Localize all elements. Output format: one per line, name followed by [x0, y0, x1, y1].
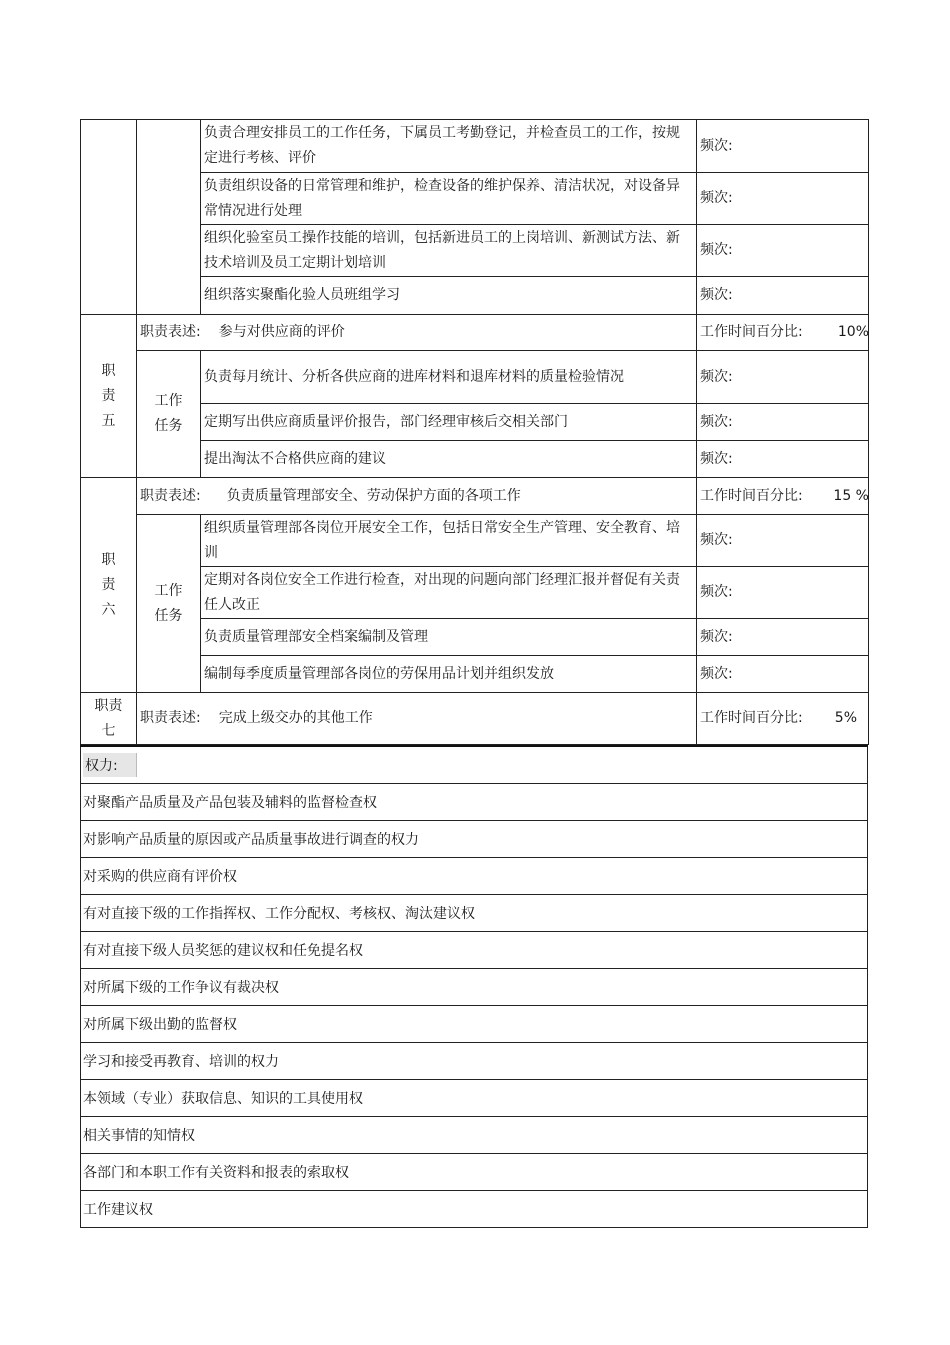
duty6-label: [81, 478, 137, 693]
task-text: 负责质量管理部安全档案编制及管理: [201, 619, 697, 656]
task-label-line: 工作: [154, 393, 183, 409]
task-text: 组织化验室员工操作技能的培训，包括新进员工的上岗培训、新测试方法、新技术培训及员工定期计划培训: [201, 225, 697, 277]
power-item: 有对直接下级的工作指挥权、工作分配权、考核权、淘汰建议权: [81, 895, 868, 932]
power-item: 有对直接下级人员奖惩的建议权和任免提名权: [81, 932, 868, 969]
frequency-label: 频次:: [697, 441, 869, 478]
table-row: [81, 515, 869, 567]
duty5-label-char: 责: [101, 387, 116, 404]
table-row: [81, 315, 869, 351]
frequency-label: 频次:: [697, 351, 869, 404]
power-item: 各部门和本职工作有关资料和报表的索取权: [81, 1154, 868, 1191]
task-label-line: 任务: [154, 607, 183, 624]
duty5-percent: 10%: [837, 324, 869, 340]
task-text: 定期写出供应商质量评价报告，部门经理审核后交相关部门: [201, 404, 697, 441]
frequency-label: 频次:: [697, 619, 869, 656]
duties-table: [80, 119, 869, 745]
frequency-label: 频次:: [697, 567, 869, 619]
frequency-label: 频次:: [697, 120, 869, 173]
duty7-label: [81, 693, 137, 745]
job-description-document: [80, 119, 868, 1228]
percent-label: 工作时间百分比:: [700, 710, 803, 726]
power-item: 学习和接受再教育、培训的权力: [81, 1043, 868, 1080]
power-title-cell: [81, 746, 868, 784]
percent-label: 工作时间百分比:: [700, 324, 803, 340]
power-item: 相关事情的知情权: [81, 1117, 868, 1154]
duty5-label: [81, 315, 137, 478]
power-item: 对所属下级出勤的监督权: [81, 1006, 868, 1043]
description-label: 职责表述:: [140, 487, 201, 504]
table-row: [81, 693, 869, 745]
duty7-label-line: 职责: [94, 697, 123, 714]
duty7-percent-cell: [697, 693, 869, 745]
duty6-description: 负责质量管理部安全、劳动保护方面的各项工作: [226, 487, 521, 504]
task-text: 定期对各岗位安全工作进行检查，对出现的问题向部门经理汇报并督促有关责任人改正: [201, 567, 697, 619]
duty5-description: 参与对供应商的评价: [218, 324, 345, 340]
duty7-description-cell: [137, 693, 697, 745]
duty7-percent: 5%: [834, 710, 857, 726]
duty5-task-label: [137, 351, 201, 478]
duty6-label-char: 责: [101, 576, 116, 593]
duty5-label-char: 五: [101, 412, 116, 429]
frequency-label: 频次:: [697, 225, 869, 277]
duty6-task-label: [137, 515, 201, 693]
task-text: 提出淘汰不合格供应商的建议: [201, 441, 697, 478]
duty7-label-line: 七: [101, 722, 116, 739]
table-row: [81, 478, 869, 515]
task-label-line: 工作: [154, 582, 183, 599]
power-item: 对采购的供应商有评价权: [81, 858, 868, 895]
duty5-percent-cell: [697, 315, 869, 351]
power-table: [80, 745, 868, 1228]
task-label-line: 任务: [154, 418, 183, 434]
task-text: 组织质量管理部各岗位开展安全工作，包括日常安全生产管理、安全教育、培训: [201, 515, 697, 567]
description-label: 职责表述:: [140, 324, 201, 340]
power-item: 对所属下级的工作争议有裁决权: [81, 969, 868, 1006]
power-item: 本领域（专业）获取信息、知识的工具使用权: [81, 1080, 868, 1117]
power-title: 权力:: [83, 753, 137, 777]
duty6-percent-cell: [697, 478, 869, 515]
task-text: 组织落实聚酯化验人员班组学习: [201, 277, 697, 315]
frequency-label: 频次:: [697, 515, 869, 567]
description-label: 职责表述:: [140, 710, 201, 726]
percent-label: 工作时间百分比:: [700, 487, 803, 504]
power-item: 对聚酯产品质量及产品包装及辅料的监督检查权: [81, 784, 868, 821]
power-item: 对影响产品质量的原因或产品质量事故进行调查的权力: [81, 821, 868, 858]
frequency-label: 频次:: [697, 656, 869, 693]
power-item: 工作建议权: [81, 1191, 868, 1228]
duty5-description-cell: [137, 315, 697, 351]
frequency-label: 频次:: [697, 277, 869, 315]
task-text: 负责合理安排员工的工作任务，下属员工考勤登记，并检查员工的工作，按规定进行考核、评价: [201, 120, 697, 173]
duty7-description: 完成上级交办的其他工作: [218, 710, 373, 726]
duty6-percent: 15 %: [833, 487, 869, 504]
duty6-label-char: 六: [101, 601, 116, 618]
duty4-task-label-cell: [137, 120, 201, 315]
table-row: [81, 120, 869, 173]
duty5-label-char: 职: [101, 362, 116, 379]
task-text: 负责组织设备的日常管理和维护，检查设备的维护保养、清洁状况，对设备异常情况进行处理: [201, 173, 697, 225]
duty4-label-cell: [81, 120, 137, 315]
frequency-label: 频次:: [697, 404, 869, 441]
frequency-label: 频次:: [697, 173, 869, 225]
task-text: 负责每月统计、分析各供应商的进库材料和退库材料的质量检验情况: [201, 351, 697, 404]
task-text: 编制每季度质量管理部各岗位的劳保用品计划并组织发放: [201, 656, 697, 693]
table-row: [81, 351, 869, 404]
duty6-description-cell: [137, 478, 697, 515]
duty6-label-char: 职: [101, 551, 116, 568]
